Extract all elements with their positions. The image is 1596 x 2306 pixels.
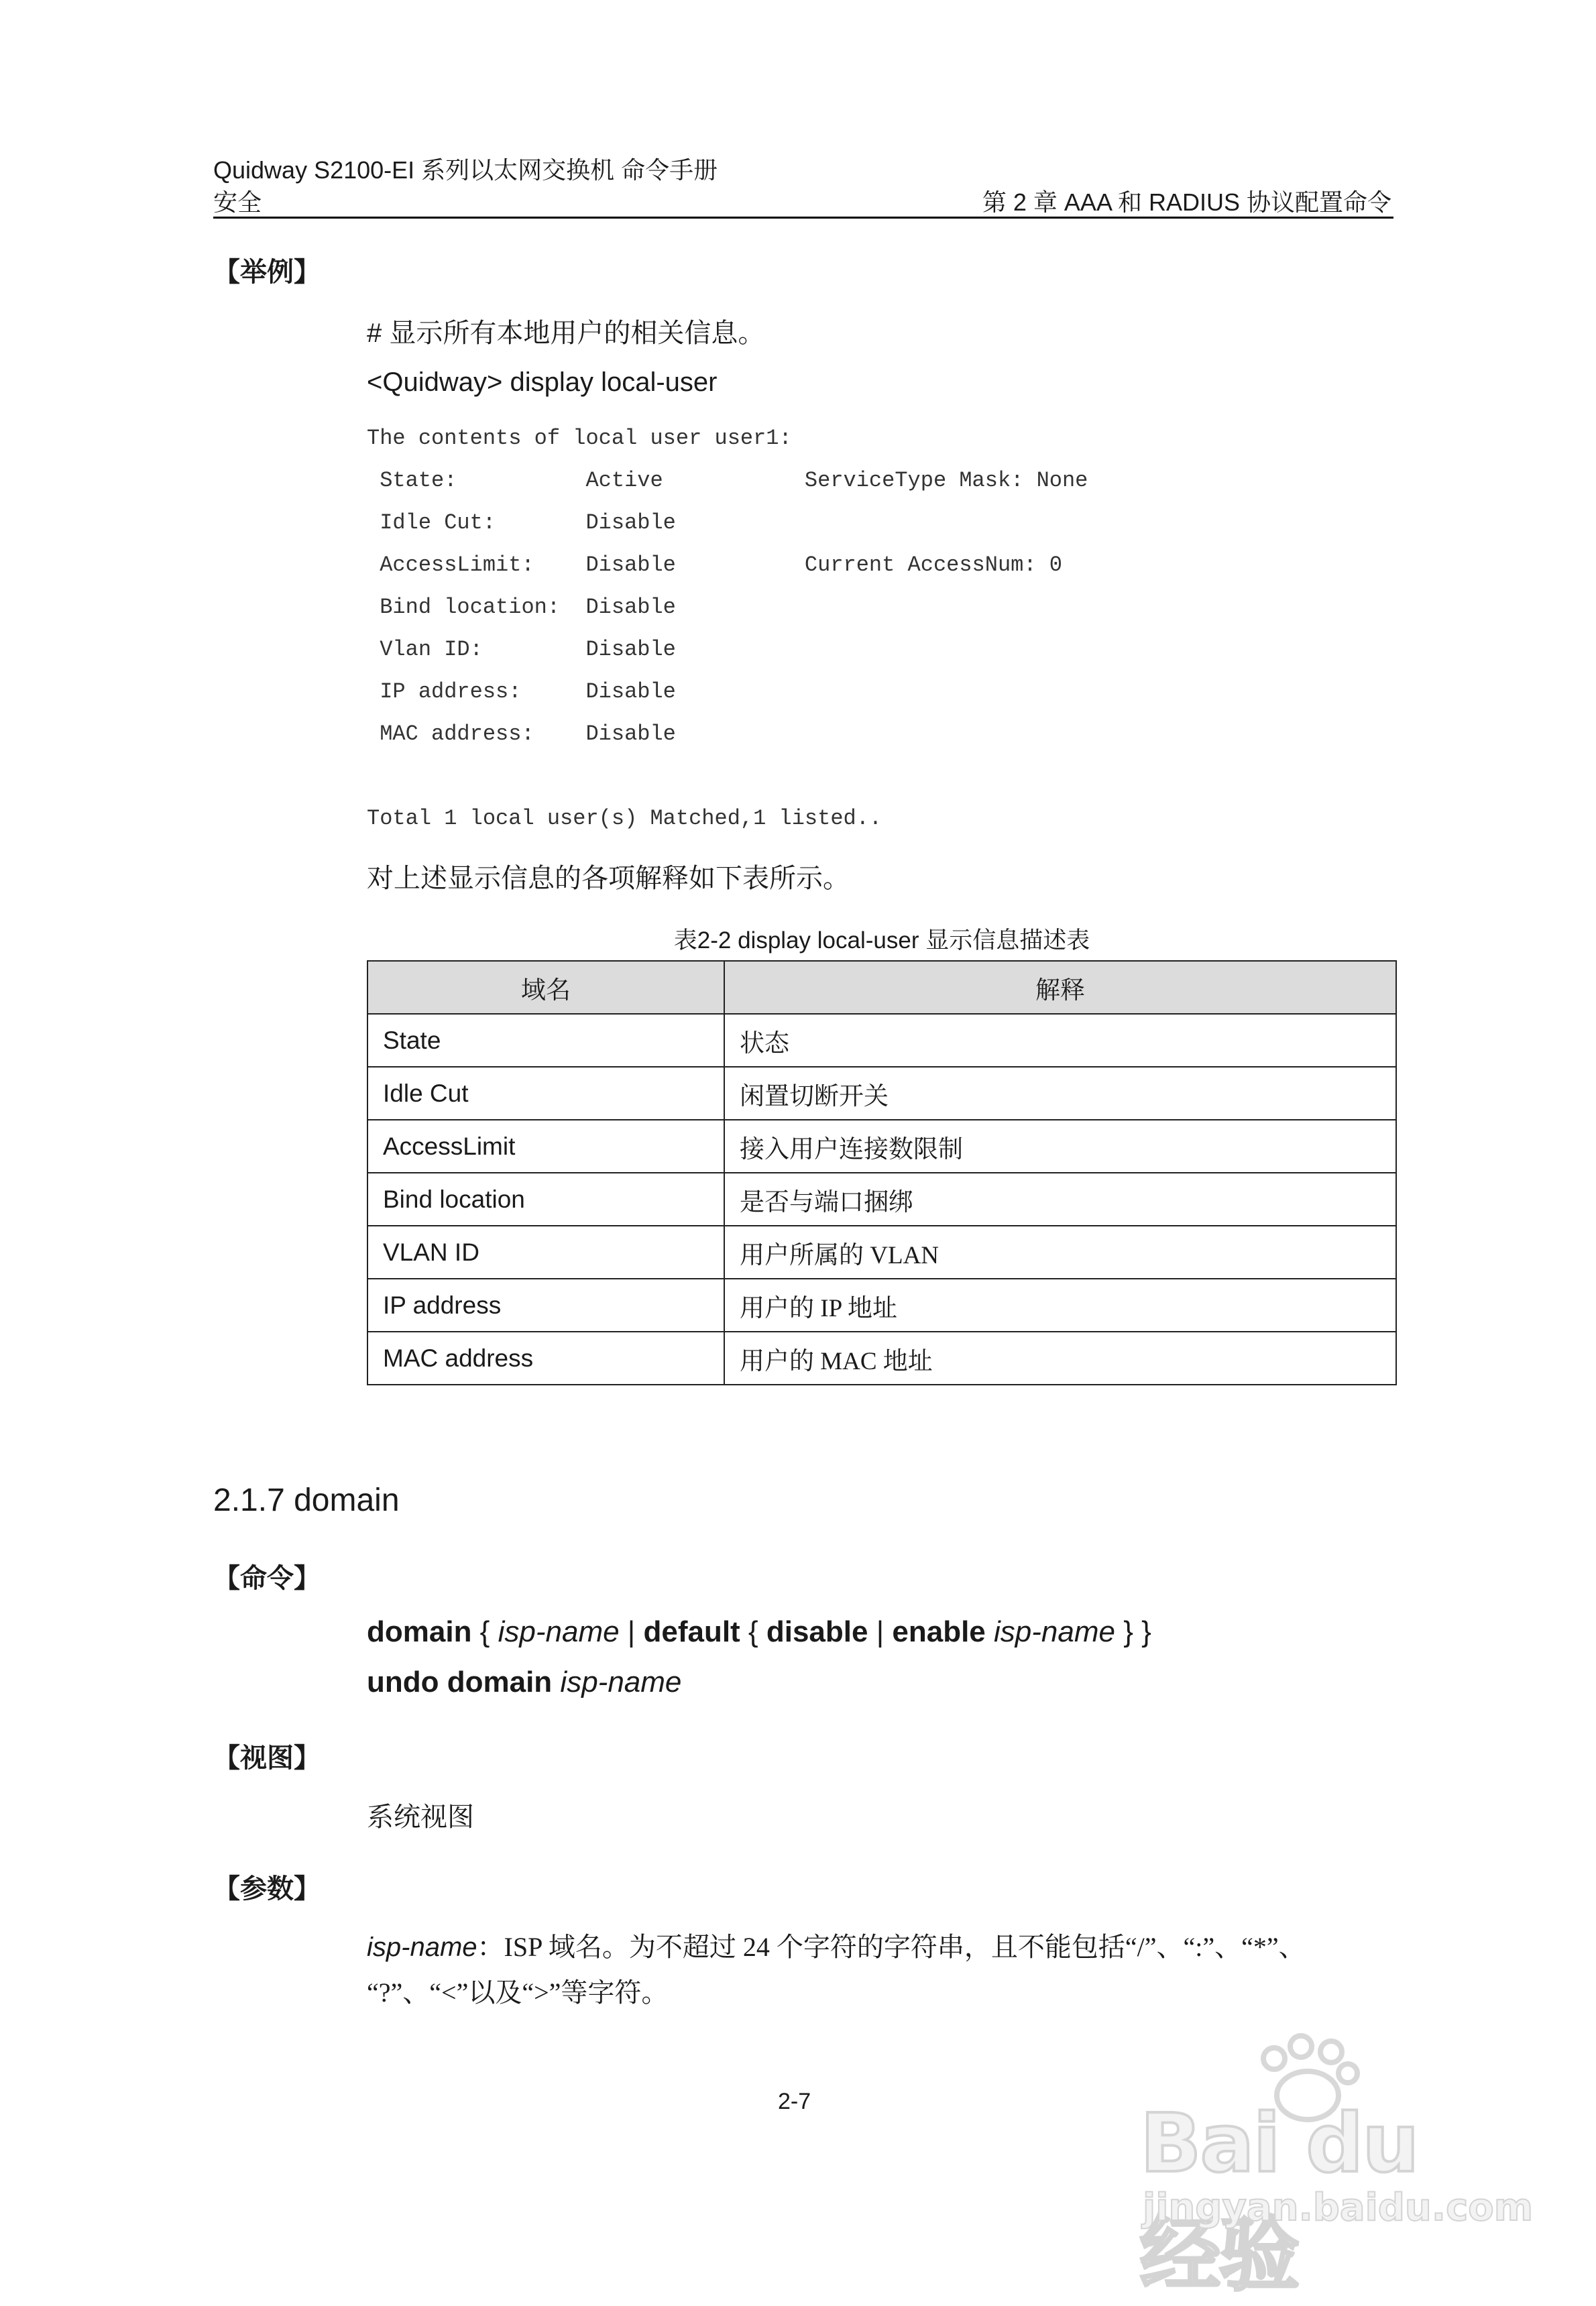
watermark-url: jingyan.baidu.com: [1143, 2186, 1534, 2230]
table-cell-field: AccessLimit: [367, 1120, 724, 1173]
syntax-punct: [552, 1666, 560, 1698]
param-name: isp-name: [367, 1933, 477, 1962]
keyword: domain: [367, 1615, 472, 1648]
view-text: 系统视图: [367, 1802, 474, 1832]
table-cell-explanation: 用户的 IP 地址: [724, 1279, 1396, 1332]
table-cell-field: VLAN ID: [367, 1226, 724, 1279]
table-row: [367, 1014, 1396, 1067]
keyword: default: [643, 1615, 740, 1648]
table-caption: 表2-2 display local-user 显示信息描述表: [673, 927, 1090, 954]
syntax-punct: } }: [1115, 1615, 1151, 1648]
header-rule: [213, 217, 1393, 219]
table-cell-explanation: 状态: [724, 1014, 1396, 1067]
syntax-punct: |: [619, 1615, 644, 1648]
syntax-punct: {: [471, 1615, 498, 1648]
output-line: The contents of local user user1:: [367, 426, 792, 451]
header-doc-title: Quidway S2100-EI 系列以太网交换机 命令手册: [213, 156, 718, 184]
table-row: [367, 1226, 1396, 1279]
table-row: [367, 1067, 1396, 1120]
syntax-punct: |: [868, 1615, 893, 1648]
table-header-row: [367, 961, 1396, 1014]
page-number: 2-7: [778, 2089, 811, 2114]
table-cell-explanation: 接入用户连接数限制: [724, 1120, 1396, 1173]
table-cell-explanation: 闲置切断开关: [724, 1067, 1396, 1120]
description-table: [367, 960, 1397, 1385]
param-description-cont: “?”、“<”以及“>”等字符。: [367, 1977, 669, 2008]
section-heading-domain: 2.1.7 domain: [213, 1483, 400, 1518]
table-row: [367, 1332, 1396, 1385]
baidu-jingyan-watermark: [1140, 2032, 1534, 2302]
param-text: ：ISP 域名。为不超过 24 个字符的字符串，且不能包括“/”、“:”、“*”、: [477, 1932, 1306, 1962]
table-cell-field: Bind location: [367, 1173, 724, 1226]
header-chapter: 第 2 章 AAA 和 RADIUS 协议配置命令: [982, 188, 1391, 216]
table-cell-field: MAC address: [367, 1332, 724, 1385]
watermark-logo-text: Bai du 经验: [1140, 2097, 1418, 2302]
section-title-example: 【举例】: [213, 257, 321, 288]
table-cell-field: State: [367, 1014, 724, 1067]
argument: isp-name: [498, 1615, 620, 1648]
output-line: State: Active ServiceType Mask: None: [367, 468, 1088, 493]
command-syntax-domain: [367, 1615, 1151, 1649]
output-line: IP address: Disable: [367, 679, 676, 704]
table-cell-explanation: 用户的 MAC 地址: [724, 1332, 1396, 1385]
output-line: Idle Cut: Disable: [367, 510, 676, 535]
param-description: [367, 1926, 1306, 1964]
table-cell-field: IP address: [367, 1279, 724, 1332]
output-line-total: Total 1 local user(s) Matched,1 listed..: [367, 806, 882, 831]
output-line: MAC address: Disable: [367, 722, 676, 746]
table-header-field: 域名: [367, 961, 724, 1014]
explain-text: 对上述显示信息的各项解释如下表所示。: [367, 863, 850, 893]
keyword: enable: [892, 1615, 986, 1648]
table-cell-explanation: 是否与端口捆绑: [724, 1173, 1396, 1226]
table-row: [367, 1120, 1396, 1173]
command-syntax-undo: [367, 1666, 681, 1699]
table-row: [367, 1279, 1396, 1332]
syntax-punct: {: [740, 1615, 766, 1648]
syntax-punct: [986, 1615, 994, 1648]
section-title-view: 【视图】: [213, 1743, 321, 1774]
header-section: 安全: [213, 188, 262, 216]
section-title-command: 【命令】: [213, 1563, 321, 1594]
table-cell-explanation: 用户所属的 VLAN: [724, 1226, 1396, 1279]
keyword: undo domain: [367, 1666, 553, 1698]
keyword: disable: [766, 1615, 868, 1648]
argument: isp-name: [560, 1666, 682, 1698]
output-line: Bind location: Disable: [367, 595, 676, 620]
section-title-param: 【参数】: [213, 1873, 321, 1904]
table-cell-field: Idle Cut: [367, 1067, 724, 1120]
table-header-explanation: 解释: [724, 961, 1396, 1014]
output-line: Vlan ID: Disable: [367, 637, 676, 662]
output-line: AccessLimit: Disable Current AccessNum: 0: [367, 553, 1062, 577]
table-row: [367, 1173, 1396, 1226]
argument: isp-name: [994, 1615, 1115, 1648]
example-command: <Quidway> display local-user: [367, 367, 718, 397]
example-comment: # 显示所有本地用户的相关信息。: [367, 319, 765, 348]
